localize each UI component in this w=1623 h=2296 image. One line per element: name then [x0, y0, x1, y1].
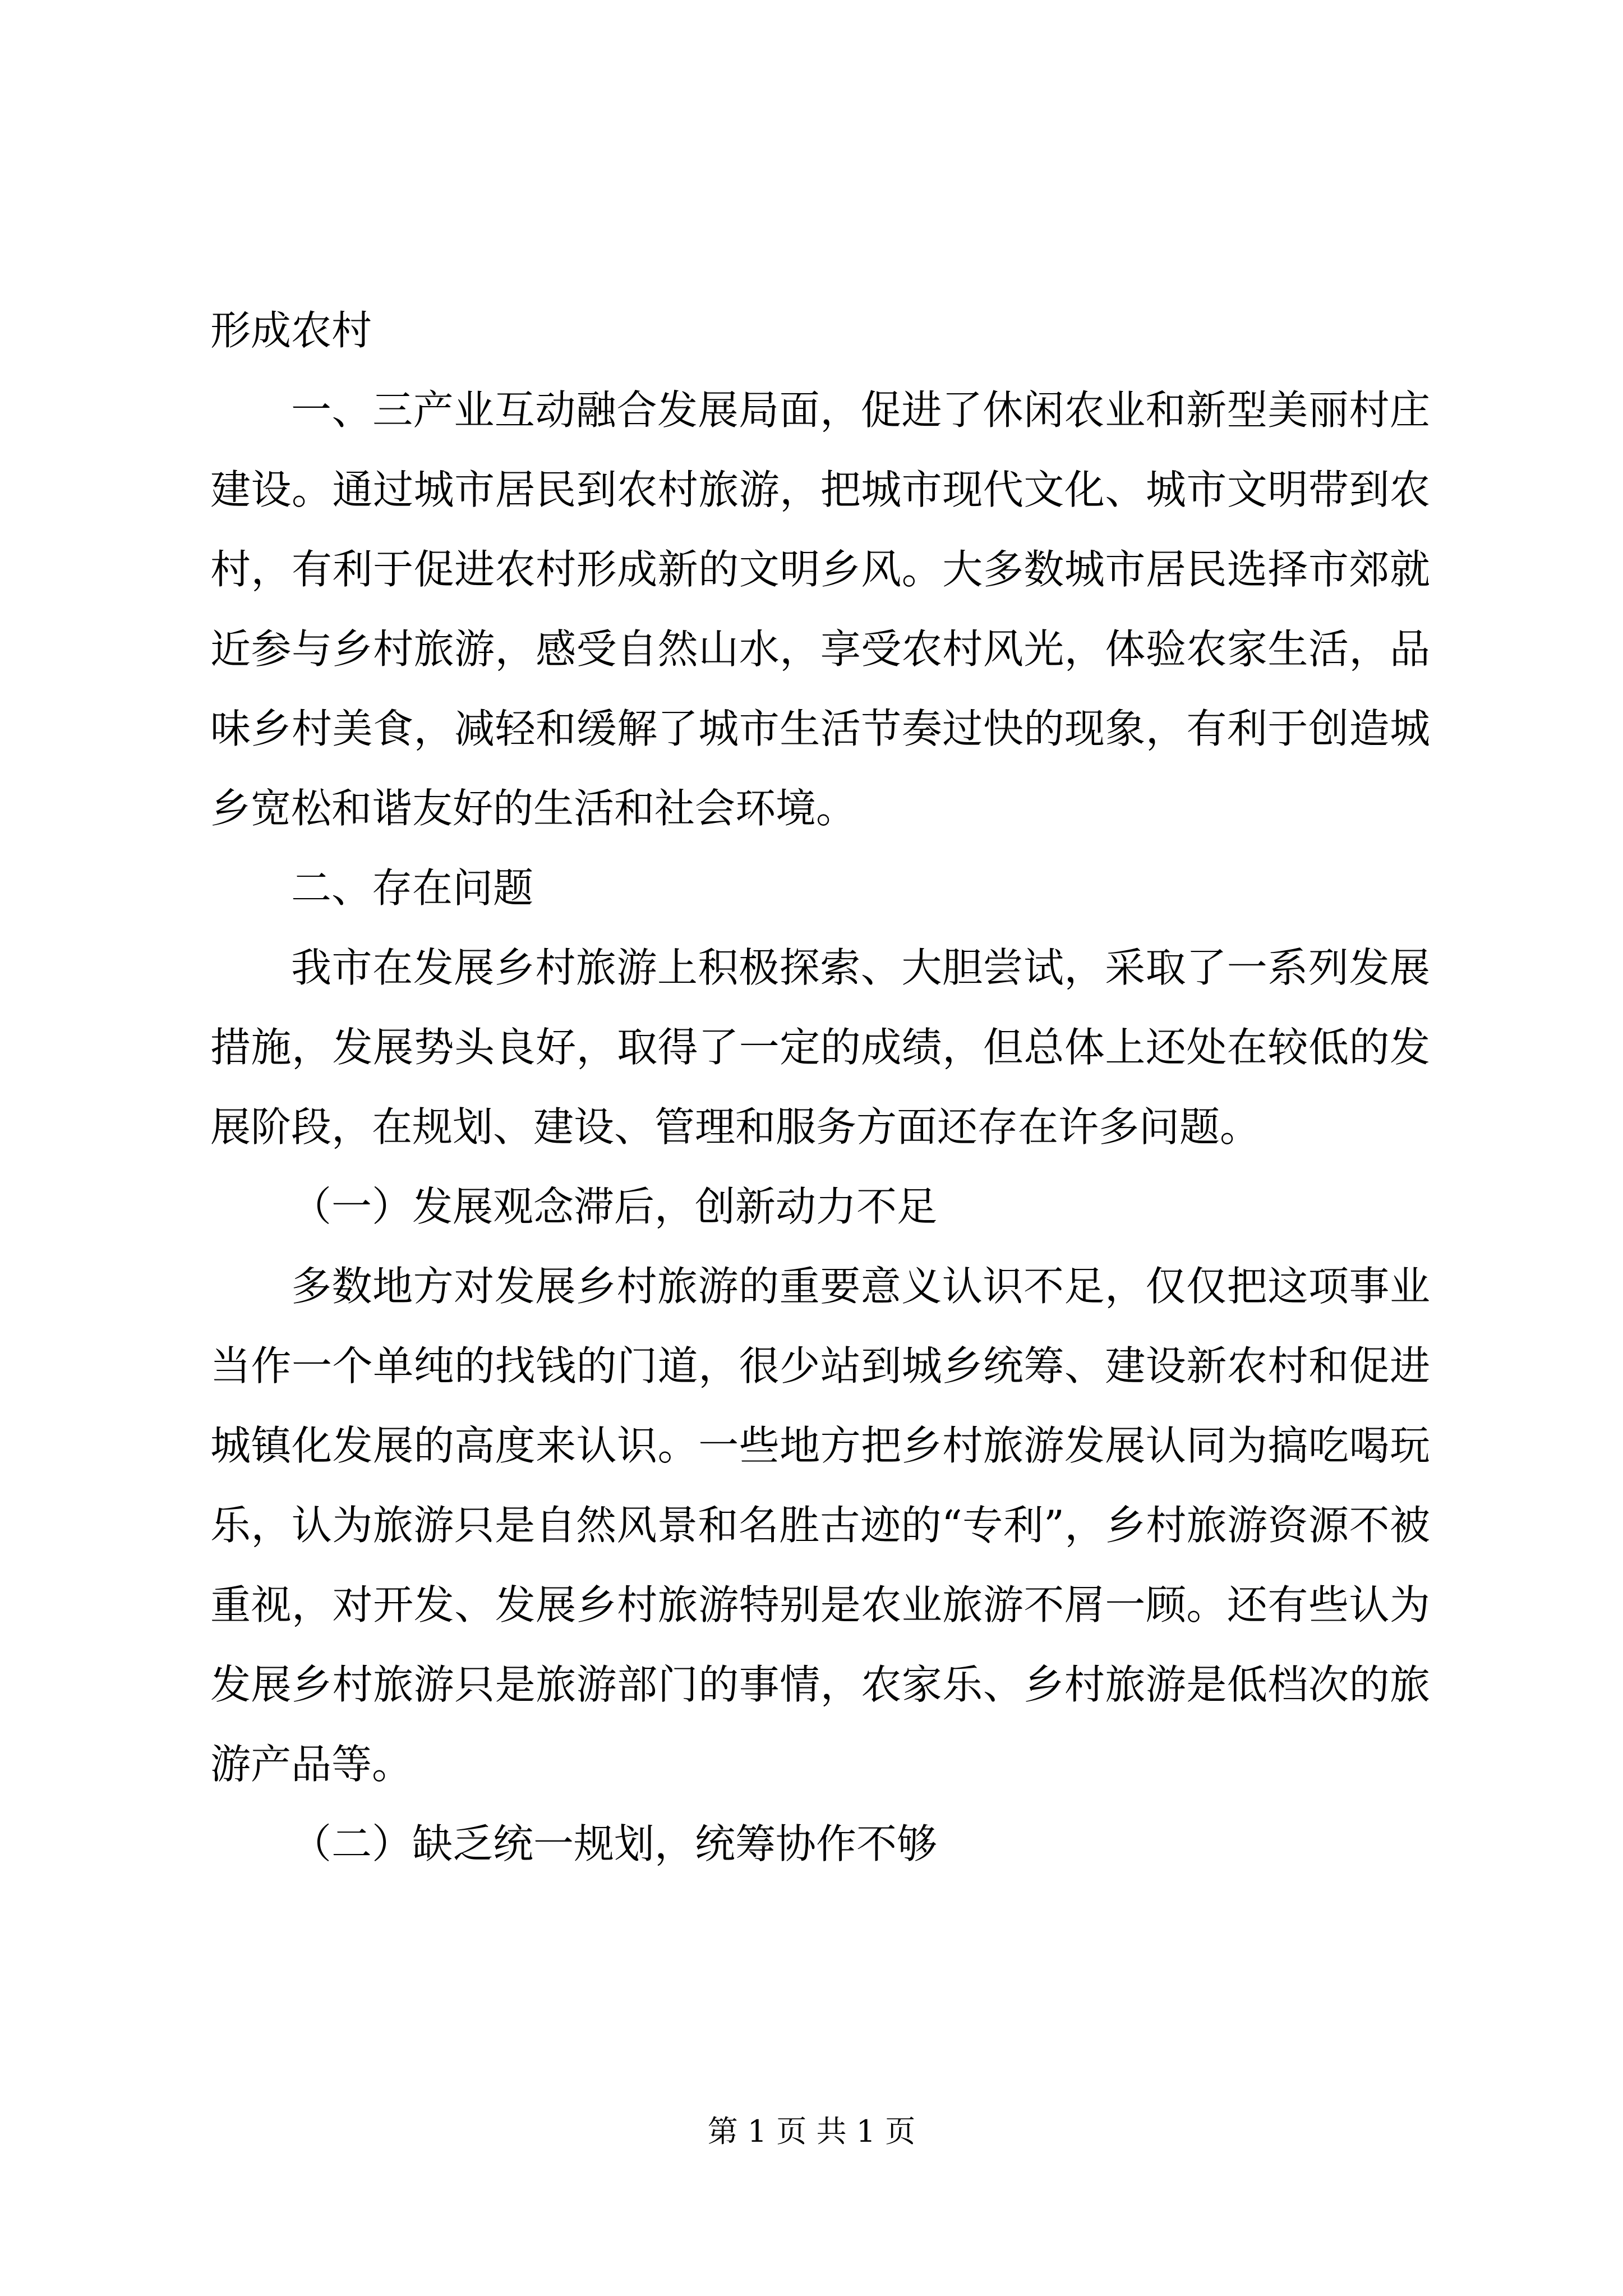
paragraph-continuation: 形成农村 — [210, 307, 372, 354]
subheading-problem-one: （一）发展观念滞后，创新动力不足 — [291, 1183, 938, 1230]
paragraph-problem-one: 多数地方对发展乡村旅游的重要意义认识不足，仅仅把这项事业当作一个单纯的找钱的门道，很少站到城乡统筹、建设新农村和促进城镇化发展的高度来认识。一些地方把乡村旅游发展认同为搞吃喝玩乐，认为旅游只是自然风景和名胜古迹的“专利”，乡村旅游资源不被重视，对开发、发展乡村旅游特别是农业旅游不屑一顾。还有些认为发展乡村旅游只是旅游部门的事情，农家乐、乡村旅游是低档次的旅游产品等。 — [210, 1263, 1430, 1788]
document-body — [210, 291, 1430, 1884]
paragraph-section-one: 一、三产业互动融合发展局面，促进了休闲农业和新型美丽村庄建设。通过城市居民到农村旅游，把城市现代文化、城市文明带到农村，有利于促进农村形成新的文明乡风。大多数城市居民选择市郊就近参与乡村旅游，感受自然山水，享受农村风光，体验农家生活，品味乡村美食，减轻和缓解了城市生活节奏过快的现象，有利于创造城乡宽松和谐友好的生活和社会环境。 — [210, 386, 1430, 832]
page-footer: 第 1 页 共 1 页 — [707, 2114, 916, 2149]
paragraph-problems-intro: 我市在发展乡村旅游上积极探索、大胆尝试，采取了一系列发展措施，发展势头良好，取得了一定的成绩，但总体上还处在较低的发展阶段，在规划、建设、管理和服务方面还存在许多问题。 — [210, 944, 1430, 1151]
subheading-problem-two: （二）缺乏统一规划，统筹协作不够 — [291, 1820, 938, 1867]
heading-section-two: 二、存在问题 — [291, 864, 534, 912]
